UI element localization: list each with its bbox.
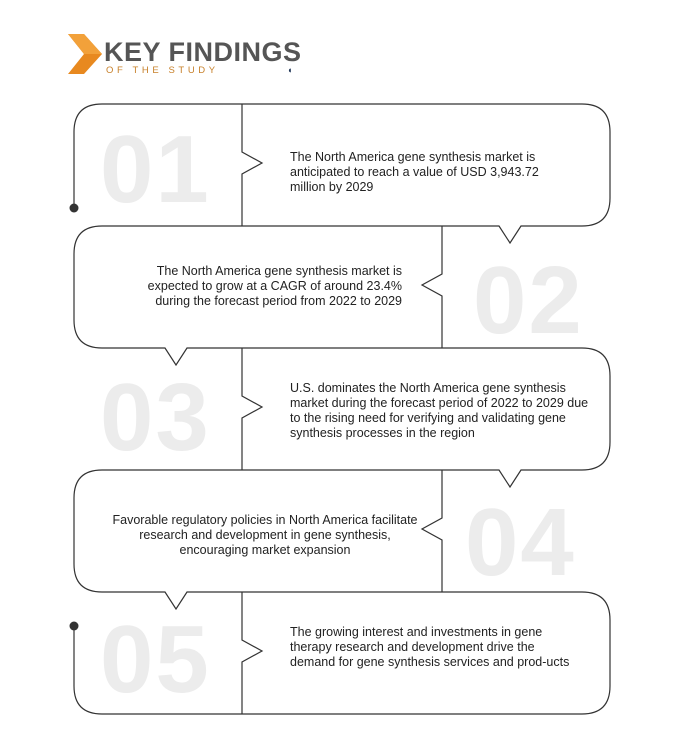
finding-number-04: 04 bbox=[465, 489, 576, 596]
end-dot bbox=[70, 622, 79, 631]
finding-number-02: 02 bbox=[473, 247, 584, 354]
finding-text-05: The growing interest and investments in gene therapy research and development drive the demand for gene synthesis services and prod-ucts bbox=[290, 625, 570, 669]
page-title: KEY FINDINGS bbox=[104, 37, 302, 67]
finding-text-02: The North America gene synthesis market is expected to grow at a CAGR of around 23.4% during the forecast period from 2022 to 2029 bbox=[147, 264, 402, 308]
page-subtitle: OF THE STUDY bbox=[106, 65, 219, 76]
finding-text-01: The North America gene synthesis market is anticipated to reach a value of USD 3,943.72 million by 2029 bbox=[290, 150, 539, 194]
finding-number-05: 05 bbox=[100, 606, 211, 713]
finding-text-03: U.S. dominates the North America gene synthesis market during the forecast period of 2022 to 2029 due to the rising need for verifying and validating gene synthesis processes in the region bbox=[290, 381, 589, 440]
moon-icon: ◖ bbox=[287, 65, 293, 75]
finding-number-01: 01 bbox=[100, 116, 211, 223]
finding-text-04: Favorable regulatory policies in North America facilitate research and development in gene synthesis, encouraging market expansion bbox=[112, 513, 418, 557]
start-dot bbox=[70, 204, 79, 213]
finding-number-03: 03 bbox=[100, 364, 211, 471]
